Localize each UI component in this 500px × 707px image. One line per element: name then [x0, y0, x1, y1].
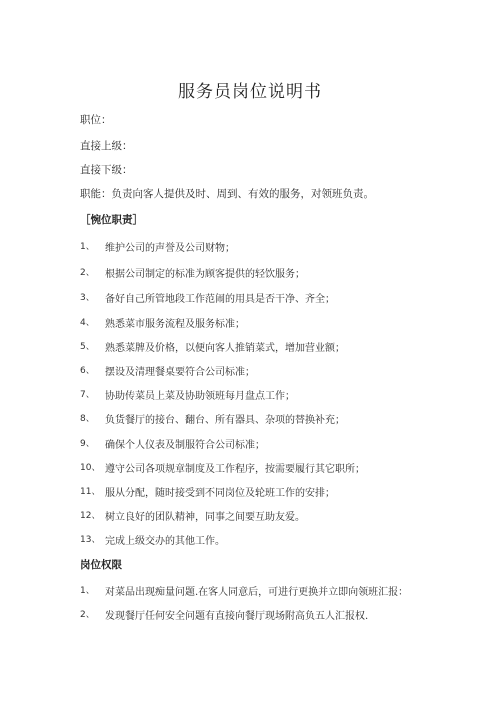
duty-number: 5、	[80, 342, 95, 352]
authority-item	[80, 607, 480, 623]
duty-text: 树立良好的团队精神，同事之间要互助友爱。	[105, 512, 305, 523]
duty-text: 维护公司的声誉及公司财物；	[105, 243, 235, 254]
duty-number: 1、	[80, 242, 95, 252]
authority-text: 对菜品出现痴量问题.在客人同意后，可进行更换并立即向领班汇报：	[105, 587, 409, 598]
duty-item	[80, 460, 480, 476]
duty-item	[80, 265, 480, 281]
duty-text: 完成上级交办的其他工作。	[105, 536, 225, 547]
document-title: 服务员岗位说明书	[178, 82, 322, 102]
duty-number: 13、	[80, 535, 101, 545]
duty-item	[80, 339, 480, 355]
duty-item	[80, 239, 480, 255]
duty-text: 负货餐厅的接台、翻台、所有器具、杂项的替换补充；	[105, 415, 345, 426]
section-heading-duties: ［惋位职责］	[80, 214, 143, 226]
duty-text: 确保个人仪表及制服符合公司标准；	[105, 440, 265, 451]
duty-text: 摆设及清理餐桌要符合公司标准；	[105, 367, 255, 378]
authority-item	[80, 583, 480, 599]
duty-number: 2、	[80, 268, 95, 278]
duty-item	[80, 484, 480, 500]
duty-number: 6、	[80, 366, 95, 376]
field-direct-superior: 直接上级：	[80, 140, 133, 152]
duty-item	[80, 508, 480, 524]
duty-item	[80, 315, 480, 331]
duty-item	[80, 290, 480, 306]
duty-item	[80, 411, 480, 427]
duty-text: 备好自己所管地段工作范闹的用具是否干净、齐全；	[105, 294, 335, 305]
duty-number: 12、	[80, 511, 101, 521]
duty-text: 熟悉菜牌及价格，以便向客人推销菜式，增加营业额；	[105, 343, 345, 354]
duty-text: 遵守公司各项规章制度及工作程序，按需要履行其它职所；	[105, 464, 365, 475]
duty-number: 8、	[80, 414, 95, 424]
authority-number: 1、	[80, 586, 95, 596]
duty-number: 9、	[80, 439, 95, 449]
duty-text: 熟悉菜市服务流程及服务标准；	[105, 319, 245, 330]
authority-number: 2、	[80, 610, 95, 620]
duty-item	[80, 363, 480, 379]
field-direct-subordinate: 直接下级：	[80, 164, 133, 176]
duty-text: 协助传菜员上菜及协助领班每月盘点工作；	[105, 391, 295, 402]
duty-item	[80, 436, 480, 452]
duty-number: 11、	[80, 487, 101, 497]
field-function: 职能：负责向客人提供及时、周到、有效的服务，对领班负责。	[80, 188, 374, 200]
duty-text: 根据公司制定的标准为顾客提供的轻饮服务；	[105, 269, 305, 280]
duty-number: 7、	[80, 390, 95, 400]
authority-text: 发现餐厅任何安全问题有直接向餐厅现场附高负五人汇报权.	[105, 611, 369, 622]
duty-item	[80, 532, 480, 548]
section-heading-authority: 岗位权限	[80, 559, 122, 571]
duty-number: 10、	[80, 463, 101, 473]
duty-text: 服从分配，随时接受到不同岗位及轮班工作的安排；	[105, 488, 335, 499]
field-position: 职位：	[80, 114, 112, 126]
duty-number: 4、	[80, 318, 95, 328]
duty-number: 3、	[80, 293, 95, 303]
duty-item	[80, 387, 480, 403]
